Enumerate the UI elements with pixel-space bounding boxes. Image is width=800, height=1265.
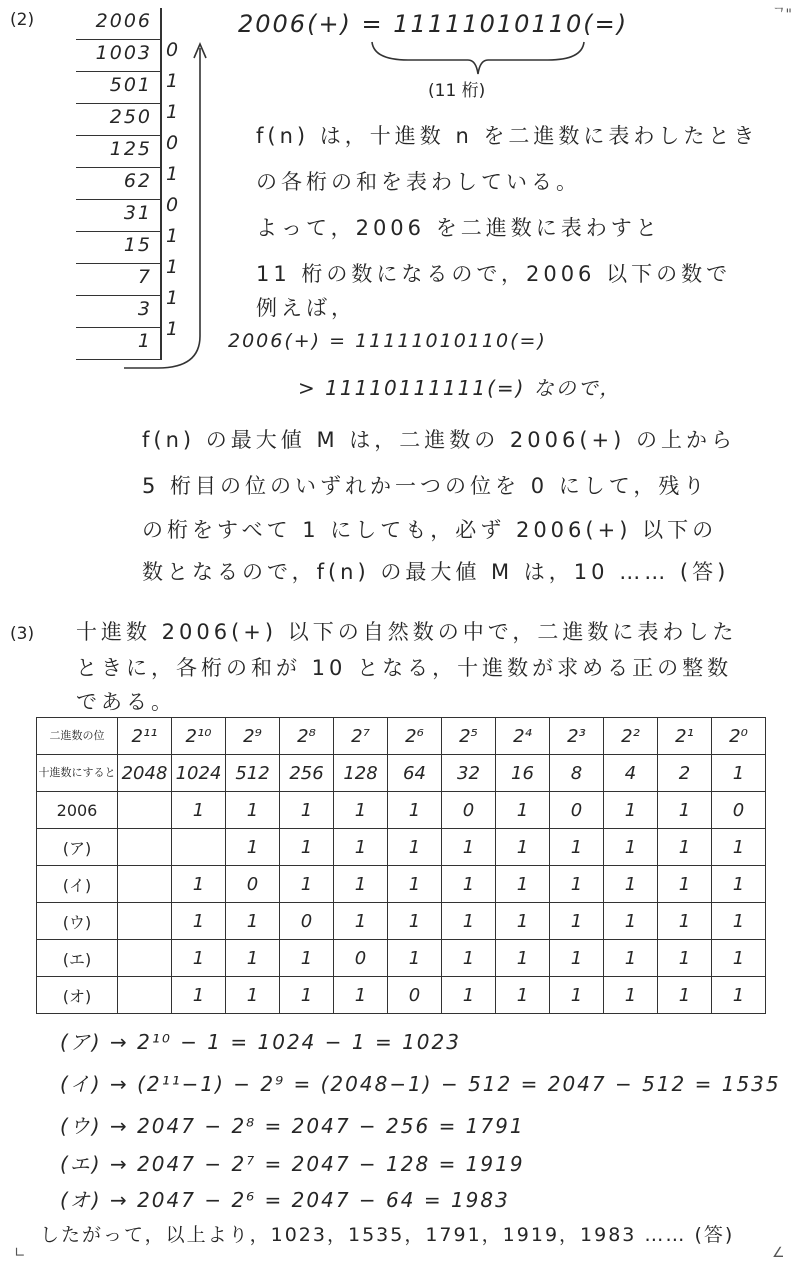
power-header: 2¹⁰ [172,718,226,755]
calculation-e: (エ) → 2047 − 2⁷ = 2047 − 128 = 1919 [60,1152,525,1176]
bit-cell: 1 [442,829,496,866]
bit-cell: 1 [658,903,712,940]
bit-cell: 1 [226,977,280,1014]
table-header-row [37,718,766,755]
bit-cell: 0 [712,792,766,829]
bit-cell: 1 [658,792,712,829]
bit-cell: 1 [604,903,658,940]
table-decimal-row [37,755,766,792]
bit-cell: 1 [226,829,280,866]
explanation-line-3: よって，2006 を二進数に表わすと [256,216,661,240]
bit-cell: 1 [334,977,388,1014]
decimal-value: 1024 [172,755,226,792]
table-row [37,903,766,940]
bit-cell: 1 [172,977,226,1014]
ladder-number: 125 [109,138,152,160]
ladder-number: 250 [109,106,152,128]
calculation-o: (オ) → 2047 − 2⁶ = 2047 − 64 = 1983 [60,1188,510,1212]
row-label: 2006 [37,792,118,829]
bit-cell [118,940,172,977]
bit-cell: 1 [442,977,496,1014]
corner-mark-bottom-left: ∟ [14,1245,26,1261]
explanation-line-5: 例えば， [256,296,356,320]
bit-cell: 1 [226,792,280,829]
power-header: 2¹ [658,718,712,755]
bit-cell: 1 [334,829,388,866]
decimal-label: 十進数にすると [37,755,118,792]
bit-cell: 0 [280,903,334,940]
bit-cell: 1 [496,866,550,903]
power-header: 2⁴ [496,718,550,755]
decimal-value: 16 [496,755,550,792]
ladder-number: 1003 [95,42,152,64]
ladder-number: 1 [137,330,152,352]
part3-intro-line-2: ときに，各桁の和が 10 となる，十進数が求める正の整数 [76,656,733,680]
bit-cell: 1 [334,903,388,940]
ladder-number: 7 [137,266,152,288]
ladder-remainder: 1 [166,256,179,278]
bit-cell: 1 [172,903,226,940]
ladder-remainder: 1 [166,70,179,92]
comparison-line: > 11110111111(=) なので， [298,376,622,400]
read-direction-arrow [118,36,208,376]
bit-cell [118,829,172,866]
row-label: (ア) [37,829,118,866]
ladder-remainder: 1 [166,101,179,123]
bit-cell: 1 [496,977,550,1014]
ladder-remainder: 1 [166,225,179,247]
ladder-number: 31 [123,202,152,224]
bit-cell: 1 [388,792,442,829]
decimal-value: 256 [280,755,334,792]
decimal-value: 1 [712,755,766,792]
row-label: (ウ) [37,903,118,940]
binary-digit-table [36,717,766,1014]
decimal-value: 4 [604,755,658,792]
part2-label: (2) [10,10,35,30]
ladder-remainder: 0 [166,194,179,216]
ladder-number: 3 [137,298,152,320]
bit-cell: 1 [388,903,442,940]
ladder-number: 2006 [95,10,152,32]
decimal-value: 512 [226,755,280,792]
bit-cell: 1 [226,940,280,977]
power-header: 2⁶ [388,718,442,755]
table-row [37,977,766,1014]
bit-cell: 1 [280,792,334,829]
bit-cell: 1 [712,866,766,903]
bit-cell: 1 [226,903,280,940]
calculation-u: (ウ) → 2047 − 2⁸ = 2047 − 256 = 1791 [60,1114,525,1138]
ladder-number: 62 [123,170,152,192]
ladder-row [76,8,160,39]
calculation-a: (ア) → 2¹⁰ − 1 = 1024 − 1 = 1023 [60,1030,461,1054]
bit-cell: 0 [550,792,604,829]
bit-cell: 1 [712,940,766,977]
bit-cell [118,903,172,940]
bit-cell: 1 [496,792,550,829]
bit-cell: 1 [550,903,604,940]
binary-conversion: 2006(+) = 11111010110(=) [238,10,629,38]
explanation-line-1: f(n) は，十進数 n を二進数に表わしたとき [256,124,759,148]
row-label: (イ) [37,866,118,903]
decimal-value: 64 [388,755,442,792]
bit-cell: 1 [496,940,550,977]
digit-count-note: (11 桁) [428,81,486,101]
bit-cell: 1 [604,940,658,977]
bit-cell: 1 [280,829,334,866]
decimal-value: 2048 [118,755,172,792]
row-label: (オ) [37,977,118,1014]
bit-cell: 1 [280,940,334,977]
brace [368,38,588,78]
bit-cell: 1 [604,977,658,1014]
bit-cell: 1 [388,829,442,866]
row-label: (エ) [37,940,118,977]
power-header: 2³ [550,718,604,755]
ladder-remainder: 1 [166,318,179,340]
table-row [37,829,766,866]
bit-cell: 1 [388,866,442,903]
ladder-number: 15 [123,234,152,256]
explanation-line-4: 11 桁の数になるので，2006 以下の数で [256,262,732,286]
ladder-remainder: 1 [166,287,179,309]
conclusion-line-4: 数となるので，f(n) の最大値 M は，10 …… (答) [142,560,730,584]
bit-cell: 1 [442,903,496,940]
bit-cell: 1 [658,829,712,866]
bit-cell: 1 [658,866,712,903]
bit-cell: 1 [712,977,766,1014]
bit-cell: 1 [334,866,388,903]
bit-cell: 1 [388,940,442,977]
bit-cell: 1 [550,977,604,1014]
bit-cell: 1 [442,866,496,903]
part3-intro-line-1: 十進数 2006(+) 以下の自然数の中で，二進数に表わした [76,620,738,644]
bit-cell: 1 [658,977,712,1014]
bit-cell [118,977,172,1014]
bit-cell: 1 [604,829,658,866]
decimal-value: 128 [334,755,388,792]
bit-cell: 1 [442,940,496,977]
bit-cell: 1 [172,792,226,829]
bit-cell: 1 [658,940,712,977]
power-header: 2⁷ [334,718,388,755]
bit-cell: 1 [496,829,550,866]
decimal-value: 8 [550,755,604,792]
ladder-remainder: 0 [166,132,179,154]
decimal-value: 2 [658,755,712,792]
conclusion-line-2: 5 桁目の位のいずれか一つの位を 0 にして，残り [142,474,709,498]
power-header: 2⁵ [442,718,496,755]
bit-cell: 1 [550,940,604,977]
bit-cell: 1 [496,903,550,940]
bit-cell [118,792,172,829]
bit-cell: 1 [604,866,658,903]
final-answer: したがって，以上より，1023，1535，1791，1919，1983 …… (答) [40,1224,735,1246]
part3-intro-line-3: である。 [76,690,176,714]
bit-cell: 0 [388,977,442,1014]
bit-cell: 1 [172,940,226,977]
ladder-number: 501 [109,74,152,96]
conclusion-line-1: f(n) の最大値 M は，二進数の 2006(+) の上から [142,428,737,452]
bit-cell: 1 [280,866,334,903]
bit-cell: 0 [334,940,388,977]
decimal-value: 32 [442,755,496,792]
ladder-remainder: 1 [166,163,179,185]
bit-cell: 1 [550,829,604,866]
bit-cell: 1 [712,903,766,940]
bit-cell [118,866,172,903]
power-header: 2¹¹ [118,718,172,755]
bit-cell: 1 [550,866,604,903]
corner-mark-bottom-right: ∠ [772,1245,785,1261]
table-row [37,940,766,977]
table-row [37,792,766,829]
ladder-remainder: 0 [166,39,179,61]
power-header: 2⁹ [226,718,280,755]
explanation-line-2: の各桁の和を表わしている。 [256,170,581,194]
power-header: 2⁰ [712,718,766,755]
power-header: 2² [604,718,658,755]
part3-label: (3) [10,624,35,644]
power-header: 2⁸ [280,718,334,755]
bit-cell: 0 [226,866,280,903]
header-label: 二進数の位 [37,718,118,755]
calculation-i: (イ) → (2¹¹−1) − 2⁹ = (2048−1) − 512 = 2047 − 512 = 1535 [60,1072,781,1096]
conclusion-line-3: の桁をすべて 1 にしても，必ず 2006(+) 以下の [142,518,718,542]
bit-cell: 1 [280,977,334,1014]
bit-cell: 1 [604,792,658,829]
bit-cell [172,829,226,866]
bit-cell: 0 [442,792,496,829]
bit-cell: 1 [172,866,226,903]
bit-cell: 1 [334,792,388,829]
corner-mark-top-right: ᄀ" [772,7,792,23]
table-row [37,866,766,903]
bit-cell: 1 [712,829,766,866]
example-conversion: 2006(+) = 11111010110(=) [228,330,547,352]
